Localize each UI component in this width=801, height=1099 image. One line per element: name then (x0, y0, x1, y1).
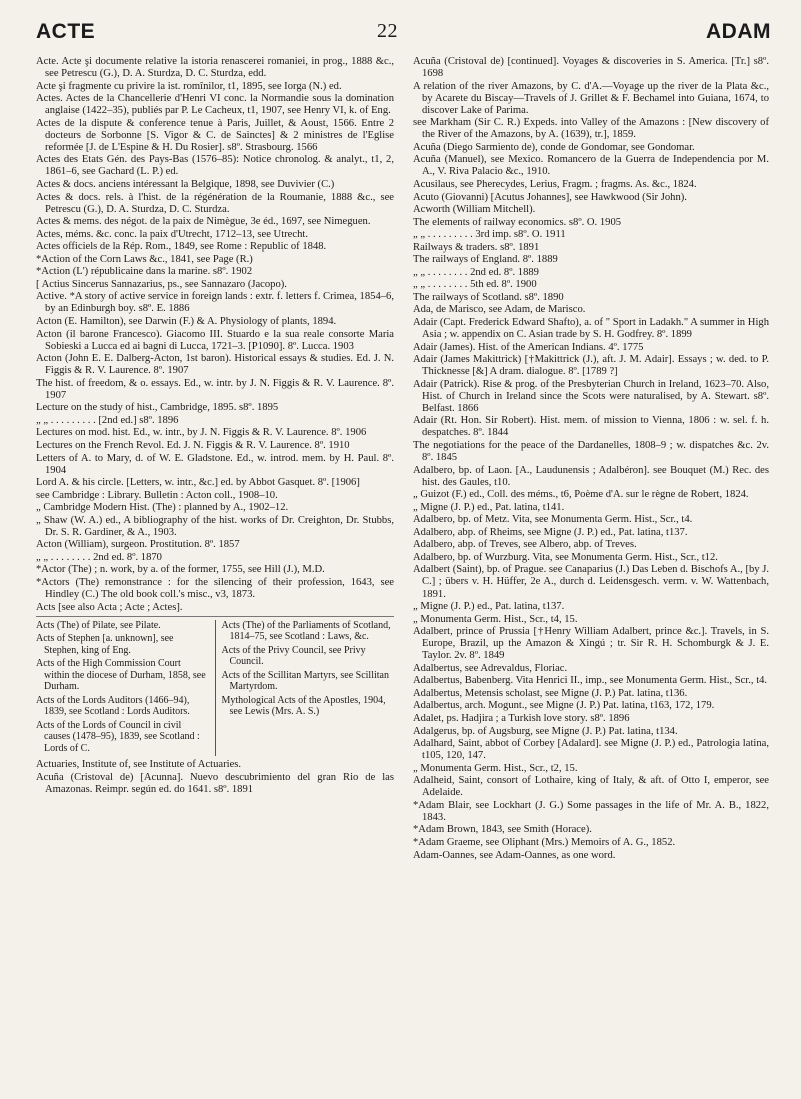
catalogue-entry: Adalet, ps. Hadjira ; a Turkish love story. s8º. 1896 (413, 712, 630, 724)
catalogue-entry: Active. *A story of active service in foreign lands : extr. f. letters f. Crimea, 1854–6, by an Edinburgh boy. s8º. E. 1886 (36, 291, 394, 315)
catalogue-entry: Actes. Actes de la Chancellerie d'Henri VI conc. la Normandie sous la domination anglaise (1422–35), publiés par P. Le Cacheux, t1, 1907, see Henry VI, k. of Eng. (36, 93, 394, 117)
catalogue-entry: The hist. of freedom, & o. essays. Ed., w. intr. by J. N. Figgis & R. V. Laurence. 8º. 1907 (36, 377, 394, 401)
catalogue-entry: Adalbero, abp. of Rheims, see Migne (J. P.) ed., Pat. latina, t137. (413, 526, 688, 538)
acts-box-right (216, 620, 395, 757)
catalogue-entry: „ Monumenta Germ. Hist., Scr., t4, 15. (413, 613, 578, 625)
catalogue-entry: Letters of A. to Mary, d. of W. E. Gladstone. Ed., w. introd. mem. by H. Paul. 8º. 1904 (36, 452, 394, 476)
catalogue-entry: Acuña (Cristoval de) [Acunna]. Nuevo descubrimiento del gran Rio de las Amazonas. Reimpr. según ed. do 1641. s8º. 1891 (36, 771, 394, 795)
catalogue-entry: Acte şi fragmente cu privire la ist. romînilor, t1, 1895, see Iorga (N.) ed. (36, 80, 342, 92)
acts-box-entry: Acts of the High Commission Court within the diocese of Durham, 1858, see Durham. (36, 658, 206, 693)
catalogue-entry: Adalgerus, bp. of Augsburg, see Migne (J. P.) Pat. latina, t134. (413, 725, 678, 737)
catalogue-entry: „ Migne (J. P.) ed., Pat. latina, t141. (413, 501, 565, 513)
catalogue-entry: Acte. Acte şi documente relative la istoria renascerei romaniei, in prog., 1888 &c., see Petrescu (G.), D. A. Sturdza, D. C. Sturdza, edd. (36, 56, 394, 80)
catalogue-entry: *Actor (The) ; n. work, by a. of the former, 1755, see Hill (J.), M.D. (36, 564, 325, 576)
catalogue-entry: Adair (Rt. Hon. Sir Robert). Hist. mem. of mission to Vienna, 1806 : w. sel. f. h. despatches. 8º. 1844 (413, 415, 769, 439)
catalogue-entry: A relation of the river Amazons, by C. d'A.—Voyage up the river de la Plata &c., by Acarete du Biscay—Travels of J. Grillet & F. Bechamel into Guiana, 1674, to discover Lake of Parima. (413, 80, 769, 116)
acts-box-entry: Mythological Acts of the Apostles, 1904, see Lewis (Mrs. A. S.) (221, 694, 386, 718)
catalogue-entry: Adalbertus, see Adrevaldus, Floriac. (413, 662, 568, 674)
catalogue-entry: Actes de la dispute & conference tenue à Paris, Juillet, & Aoust, 1566. Entre 2 docteurs de Sorbonne [S. Vigor & C. de Sainctes] & 2 ministres de l'Eglise reformée [J. de L'Espine & H. Du Rosier]. s8º. Strasbourg. 1566 (36, 117, 394, 153)
catalogue-entry: Lectures on mod. hist. Ed., w. intr., by J. N. Figgis & R. V. Laurence. 8º. 1906 (36, 427, 367, 439)
catalogue-entry: „ Shaw (W. A.) ed., A bibliography of the hist. works of Dr. Creighton, Dr. Stubbs, Dr. S. R. Gardiner, & A., 1903. (36, 514, 394, 538)
catalogue-entry: Acworth (William Mitchell). (413, 204, 536, 216)
catalogue-entry: Acton (il barone Francesco). Giacomo III. Stuardo e la sua reale consorte Maria Sobieski a Lucca ed ai bagni di Lucca, 1721–3. [P1090]. 8º. Lucca. 1903 (36, 328, 394, 352)
catalogue-entry: Adalbero, abp. of Treves, see Albero, abp. of Treves. (413, 539, 637, 551)
catalogue-entry: see Markham (Sir C. R.) Expeds. into Valley of the Amazons : [New discovery of the River of the Amazons, by A. (1639), tr.], 1859. (413, 117, 769, 141)
catalogue-entry: Acts [see also Acta ; Acte ; Actes]. (36, 601, 183, 613)
catalogue-entry: Adalbero, bp. of Laon. [A., Laudunensis ; Adalbéron]. see Bouquet (M.) Rec. des hist. des Gaules, t10. (413, 464, 769, 488)
catalogue-entry: Adair (James). Hist. of the American Indians. 4º. 1775 (413, 341, 644, 353)
catalogue-entry: „ „ . . . . . . . . 2nd ed. 8º. 1870 (36, 551, 162, 563)
catalogue-entry: Adalbertus, Babenberg. Vita Henrici II., imp., see Monumenta Germ. Hist., Scr., t4. (413, 675, 768, 687)
acts-box-entry: Acts of the Scillitan Martyrs, see Scillitan Martyrdom. (221, 669, 389, 693)
catalogue-entry: *Action (L') républicaine dans la marine. s8º. 1902 (36, 266, 253, 278)
acts-box-entry: Acts of the Lords Auditors (1466–94), 1839, see Scotland : Lords Auditors. (36, 694, 190, 718)
catalogue-entry: Acton (William), surgeon. Prostitution. 8º. 1857 (36, 539, 240, 551)
catalogue-entry: Actes officiels de la Rép. Rom., 1849, see Rome : Republic of 1848. (36, 241, 327, 253)
running-head-left: ACTE (36, 20, 96, 43)
acts-box-entry: Acts of the Lords of Council in civil causes (1478–95), 1839, see Scotland : Lords of C. (36, 719, 200, 754)
catalogue-entry: Adalbero, bp. of Wurzburg. Vita, see Monumenta Germ. Hist., Scr., t12. (413, 551, 718, 563)
catalogue-entry: Adalbert (Saint), bp. of Prague. see Canaparius (J.) Das Leben d. Bischofs A., [by J. C.] ; übers v. H. Hüffer, 2e A., durch d. Leidensgesch. verm. v. W. Wattenbach, 1891. (413, 564, 769, 600)
acts-box-left (36, 620, 216, 757)
catalogue-entry: The railways of Scotland. s8º. 1890 (413, 291, 564, 303)
running-head-right: ADAM (706, 20, 771, 43)
catalogue-entry: „ „ . . . . . . . . 2nd ed. 8º. 1889 (413, 266, 539, 278)
catalogue-entry: *Adam Blair, see Lockhart (J. G.) Some passages in the life of Mr. A. B., 1822, 1843. (413, 799, 769, 823)
catalogue-entry: „ Monumenta Germ. Hist., Scr., t2, 15. (413, 762, 578, 774)
catalogue-entry: Adalheid, Saint, consort of Lothaire, king of Italy, & aft. of Otto I, emperor, see Adelaide. (413, 775, 769, 799)
catalogue-entry: The negotiations for the peace of the Dardanelles, 1808–9 ; w. dispatches &c. 2v. 8º. 1845 (413, 439, 769, 463)
catalogue-entry: Adalbertus, arch. Mogunt., see Migne (J. P.) Pat. latina, t163, 172, 179. (413, 700, 715, 712)
catalogue-entry: Adalbertus, Metensis scholast, see Migne (J. P.) Pat. latina, t136. (413, 687, 688, 699)
catalogue-entry: Adam-Oannes, see Adam-Oannes, as one word. (413, 849, 616, 861)
catalogue-entry: The railways of England. 8º. 1889 (413, 254, 558, 266)
catalogue-entry: „ „ . . . . . . . . 5th ed. 8º. 1900 (413, 279, 537, 291)
catalogue-entry: Actes & mems. des négot. de la paix de Nimègue, 3e éd., 1697, see Nimeguen. (36, 216, 371, 228)
catalogue-entry: *Adam Brown, 1843, see Smith (Horace). (413, 824, 592, 836)
catalogue-entry: Acuto (Giovanni) [Acutus Johannes], see Hawkwood (Sir John). (413, 191, 687, 203)
catalogue-entry: Lectures on the French Revol. Ed. J. N. Figgis & R. V. Laurence. 8º. 1910 (36, 439, 350, 451)
acts-box-entry: Acts of Stephen [a. unknown], see Stephen, king of Eng. (36, 633, 174, 656)
catalogue-entry: [ Actius Sincerus Sannazarius, ps., see Sannazaro (Jacopo). (36, 278, 287, 290)
catalogue-entry: „ Cambridge Modern Hist. (The) : planned by A., 1902–12. (36, 502, 289, 514)
catalogue-entry: Railways & traders. s8º. 1891 (413, 241, 540, 253)
catalogue-entry: Actuaries, Institute of, see Institute of Actuaries. (36, 759, 242, 771)
catalogue-entry: Adalbero, bp. of Metz. Vita, see Monumenta Germ. Hist., Scr., t4. (413, 514, 693, 526)
catalogue-entry: Adair (Capt. Frederick Edward Shafto), a. of " Sport in Ladakh." A summer in High Asia ; w. appendix on C. Asian trade by S. H. Godfrey. 8º. 1899 (413, 316, 769, 341)
catalogue-entry: see Cambridge : Library. Bulletin : Acton coll., 1908–10. (36, 489, 278, 501)
right-column (413, 56, 769, 862)
catalogue-entry: Acton (E. Hamilton), see Darwin (F.) & A. Physiology of plants, 1894. (36, 315, 337, 327)
catalogue-entry: Actes & docs. rels. à l'hist. de la régénération de la Roumanie, 1888 &c., see Petrescu (G.), D. A. Sturdza, D. C. Sturdza. (36, 191, 394, 215)
acts-cross-reference-box (36, 616, 394, 757)
catalogue-entry: Adair (James Makittrick) [†Makittrick (J.), aft. J. M. Adair]. Essays ; w. ded. to P. Thicknesse [&] A dram. dialogue. 8º. [1789 ?] (413, 354, 769, 378)
catalogue-entry: Lecture on the study of hist., Cambridge, 1895. s8º. 1895 (36, 402, 279, 414)
catalogue-entry: Adair (Patrick). Rise & prog. of the Presbyterian Church in Ireland, 1623–70. Also, Hist. of Church in Ireland since the Scots were naturalised, by A. Stewart. s8º. Belfast. 1866 (413, 378, 769, 414)
catalogue-entry: Adalhard, Saint, abbot of Corbey [Adalard]. see Migne (J. P.) ed., Patrologia latina, t105, 120, 147. (413, 738, 769, 762)
catalogue-entry: Acuña (Manuel), see Mexico. Romancero de la Guerra de Independencia por M. A., V. Riva Palacio &c., 1910. (413, 154, 769, 178)
catalogue-entry: Lord A. & his circle. [Letters, w. intr., &c.] ed. by Abbot Gasquet. 8º. [1906] (36, 477, 360, 489)
catalogue-entry: Actes & docs. anciens intéressant la Belgique, 1898, see Duvivier (C.) (36, 178, 335, 190)
acts-box-entry: Acts (The) of the Parliaments of Scotland, 1814–75, see Scotland : Laws, &c. (221, 619, 391, 643)
catalogue-entry: *Adam Graeme, see Oliphant (Mrs.) Memoirs of A. G., 1852. (413, 836, 676, 848)
catalogue-entry: *Actors (The) remonstrance : for the silencing of their profession, 1643, see Hindley (C.) The old book coll.'s misc., v3, 1873. (36, 576, 394, 601)
left-column (36, 56, 394, 796)
catalogue-entry: Acton (John E. E. Dalberg-Acton, 1st baron). Historical essays & studies. Ed. J. N. Figgis & R. V. Laurence. 8º. 1907 (36, 353, 394, 377)
acts-box-entry: Acts (The) of Pilate, see Pilate. (36, 619, 161, 631)
catalogue-entry: „ „ . . . . . . . . . 3rd imp. s8º. O. 1911 (413, 229, 566, 241)
catalogue-entry: Acusilaus, see Pherecydes, Lerius, Fragm. ; fragms. As. &c., 1824. (413, 178, 697, 190)
catalogue-entry: „ „ . . . . . . . . . [2nd ed.] s8º. 1896 (36, 414, 179, 426)
catalogue-entry: Ada, de Marisco, see Adam, de Marisco. (413, 304, 586, 316)
catalogue-entry: Actes des Etats Gén. des Pays-Bas (1576–85): Notice chronolog. & analyt., t1, 2, 1861–6, see Gachard (L. P.) ed. (36, 154, 394, 178)
catalogue-entry: Actes, méms. &c. conc. la paix d'Utrecht, 1712–13, see Utrecht. (36, 228, 308, 240)
catalogue-entry: Adalbert, prince of Prussia [†Henry William Adalbert, prince &c.]. Travels, in S. Europe, Brazil, up the Amazon & Xingú ; tr. Sir R. H. Schomburgk & J. E. Taylor. 2v. 8º. 1849 (413, 626, 769, 662)
catalogue-entry: Acuña (Diego Sarmiento de), conde de Gondomar, see Gondomar. (413, 141, 695, 153)
acts-box-entry: Acts of the Privy Council, see Privy Council. (221, 644, 366, 668)
catalogue-entry: The elements of railway economics. s8º. O. 1905 (413, 216, 622, 228)
catalogue-entry: „ Migne (J. P.) ed., Pat. latina, t137. (413, 601, 565, 613)
catalogue-entry: „ Guizot (F.) ed., Coll. des méms., t6, Poème d'A. sur le règne de Robert, 1824. (413, 489, 749, 501)
catalogue-entry: Acuña (Cristoval de) [continued]. Voyages & discoveries in S. America. [Tr.] s8º. 1698 (413, 56, 769, 80)
catalogue-entry: *Action of the Corn Laws &c., 1841, see Page (R.) (36, 253, 253, 265)
page-number: 22 (377, 20, 398, 42)
